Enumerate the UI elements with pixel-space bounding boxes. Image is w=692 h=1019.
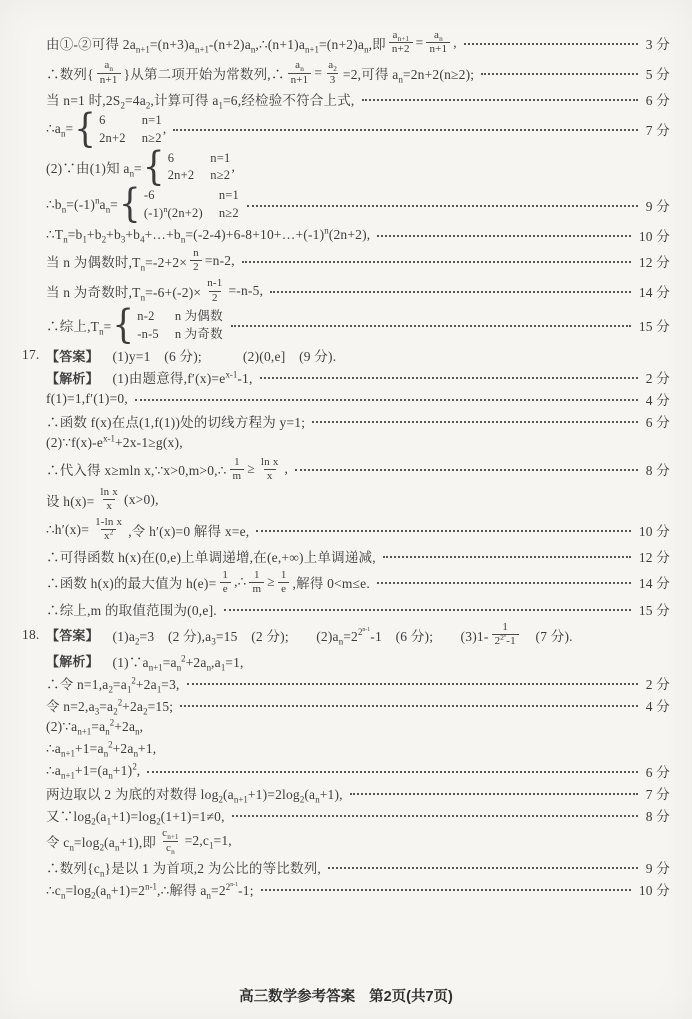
math-text: ∴代入得 x≥mln x,∵x>0,m>0,∴	[46, 463, 227, 479]
math-text: ,	[453, 34, 457, 50]
dotted-leader	[180, 705, 638, 707]
score-mark: 12 分	[638, 254, 670, 270]
dotted-leader	[295, 469, 638, 471]
line-body	[46, 58, 474, 87]
score-mark: 5 分	[645, 67, 670, 83]
solution-line	[46, 598, 670, 619]
fraction	[249, 569, 264, 596]
solution-line	[46, 716, 670, 737]
dotted-leader	[481, 73, 638, 75]
fraction-denominator: 3	[327, 73, 339, 87]
solution-line	[22, 620, 670, 649]
math-text: ∴综上,m 的取值范围为(0,e].	[46, 602, 217, 618]
fraction-numerator: $a_2$	[328, 59, 337, 74]
fraction-numerator: $c_{n+1}$	[162, 827, 179, 842]
fraction-denominator: n+1	[97, 73, 121, 87]
math-text: ∴数列$\{c_n\}$是以 1 为首项,2 为公比的等比数列,	[46, 861, 321, 879]
fraction-denominator: 2	[190, 260, 202, 274]
dotted-leader	[187, 683, 638, 685]
fraction-numerator: 1	[280, 568, 287, 581]
score-mark: 8 分	[645, 808, 670, 824]
line-body	[46, 181, 240, 228]
solution-line	[46, 568, 670, 597]
math-text: ,令 h′(x)=0 解得 x=e,	[128, 523, 250, 539]
solution-line	[46, 246, 670, 275]
dotted-leader	[377, 235, 630, 237]
fraction-numerator: $a_{n+1}$	[392, 29, 409, 44]
dotted-leader	[242, 261, 631, 263]
solution-line	[46, 301, 670, 348]
solution-line	[46, 485, 670, 514]
cases-expression	[112, 301, 223, 348]
fraction	[204, 277, 225, 304]
case-condition: n=1	[210, 150, 231, 165]
math-text: =	[415, 34, 424, 50]
fraction	[219, 569, 231, 596]
score-mark: 10 分	[638, 883, 670, 899]
math-text: ,	[284, 461, 289, 477]
solution-line	[46, 105, 670, 152]
fraction-denominator: m	[230, 469, 245, 483]
math-text: (7 分).	[521, 628, 573, 644]
cases-expression	[142, 143, 231, 190]
fraction	[159, 827, 181, 854]
math-text: $(1)a_2=3$ (2 分)$,a_3=15$ (2 分); $(2)a_n=2^{2^{n-1}}-1$ (6 分); (3)1-	[98, 627, 489, 647]
dotted-leader	[247, 205, 638, 207]
math-text: ≥	[267, 574, 275, 590]
dotted-leader	[270, 291, 631, 293]
section-label: 【解析】	[46, 370, 99, 386]
fraction-denominator: x	[103, 499, 115, 513]
case-value: 2n+2	[99, 130, 126, 145]
fraction-numerator: $a_n$	[104, 59, 114, 74]
fraction-denominator: $c_n$	[163, 841, 178, 855]
case-value: 2n+2	[167, 168, 195, 183]
solution-line	[46, 433, 670, 454]
section-label: 【答案】	[46, 348, 99, 364]
fraction	[492, 621, 519, 648]
math-text: f(1)=1,f′(1)=0,	[46, 391, 128, 406]
score-mark: 15 分	[638, 602, 670, 618]
case-value: $(-1)^n(2n+2)$	[143, 204, 203, 221]
fraction	[97, 59, 121, 86]
score-mark: 14 分	[638, 576, 670, 592]
dotted-leader	[377, 582, 631, 584]
fraction-denominator: n+1	[426, 42, 450, 56]
fraction	[325, 59, 340, 86]
solution-line	[46, 879, 670, 900]
case-condition: n=1	[141, 112, 162, 127]
fraction-numerator: 1-ln x	[95, 516, 123, 529]
solution-line	[46, 672, 670, 693]
math-text: 当 n 为奇数时$,T_n=-6+(-2)\times$	[46, 285, 202, 303]
case-value: -6	[143, 188, 155, 203]
fraction-numerator: ln x	[260, 455, 279, 468]
math-text: ,	[162, 121, 167, 137]
line-body	[46, 105, 167, 152]
fraction-numerator: 1	[502, 621, 509, 633]
score-mark: 9 分	[645, 198, 670, 214]
line-body	[46, 227, 370, 243]
math-text: $(2)\because f(x)-e^{x-1}+2x-1\ge g(x)$,	[46, 433, 183, 450]
cases-expression	[74, 105, 162, 152]
fraction-denominator: $2^{2^n}-1$	[492, 634, 519, 648]
math-text: ∴可得函数 h(x)在(0,e)上单调递增,在(e,+∞)上单调递减,	[46, 550, 376, 566]
math-text: ,∴	[234, 574, 247, 590]
case-condition: n≥2	[210, 168, 231, 183]
solution-line	[46, 515, 670, 544]
line-body	[46, 143, 236, 190]
math-text: ∴h′(x)=	[46, 521, 90, 537]
line-body	[46, 435, 183, 451]
case-condition: n≥2	[141, 130, 162, 145]
solution-line	[46, 694, 670, 715]
score-mark: 8 分	[645, 463, 670, 479]
line-body	[46, 246, 235, 275]
score-mark: 4 分	[645, 393, 670, 408]
dotted-leader	[173, 129, 637, 131]
math-text: ∴函数 h(x)的最大值为 h(e)=	[46, 576, 217, 592]
solution-line	[46, 224, 670, 245]
footer-title: 高三数学参考答案	[239, 989, 356, 1005]
score-mark: 3 分	[645, 36, 670, 52]
math-text: =	[314, 65, 323, 81]
solution-line	[46, 826, 670, 855]
dotted-leader	[231, 325, 631, 327]
solution-line	[46, 181, 670, 228]
fraction-denominator: x	[264, 469, 276, 483]
case-value: n-2	[137, 308, 155, 323]
page-footer	[0, 985, 692, 1006]
solution-line	[46, 143, 670, 190]
solution-line	[46, 760, 670, 781]
math-text: ≥	[247, 461, 255, 477]
line-body	[46, 28, 457, 57]
case-value: 6	[99, 112, 106, 127]
fraction-denominator: 2	[209, 291, 221, 305]
math-text: 两边取以 2 为底的对数得 $\log_2(a_{n+1}+1)=2\log_2(a_n+1)$,	[46, 786, 343, 805]
fraction-numerator: ln x	[100, 485, 118, 498]
fraction	[92, 516, 125, 543]
dotted-leader	[261, 889, 631, 891]
math-text: $=2,c_1=1$,	[184, 833, 232, 851]
math-text: $(1)\because a_{n+1}=a_n^2+2a_n,a_1=1$,	[98, 653, 244, 673]
fraction	[389, 29, 413, 56]
line-body	[46, 695, 173, 715]
line-body	[46, 515, 249, 544]
math-text: (1)由题意得$,f'(x)=e^{x-1}-1$,	[98, 369, 253, 386]
dotted-leader	[256, 530, 630, 532]
score-mark: 9 分	[645, 861, 670, 877]
fraction-numerator: $a_n$	[295, 59, 304, 74]
fraction	[426, 29, 450, 56]
solution-line	[22, 345, 670, 366]
math-text: $(2)\because a_{n+1}=a_n^2+2a_n$,	[46, 717, 144, 737]
line-body	[46, 673, 180, 693]
math-text: 令 $c_n=\log_2(a_n+1)$,即	[46, 835, 157, 853]
question-number: 17.	[22, 347, 40, 362]
fraction-numerator: 1	[234, 455, 240, 468]
line-body	[46, 411, 305, 431]
cases-table	[168, 150, 231, 185]
solution-line	[46, 546, 670, 567]
dotted-leader	[147, 771, 637, 773]
dotted-leader	[350, 793, 638, 795]
dotted-leader	[312, 421, 638, 423]
line-body	[46, 651, 244, 671]
score-mark: 6 分	[645, 415, 670, 430]
math-text: =n-2,	[204, 252, 235, 268]
cases-table	[99, 112, 162, 147]
line-body	[46, 345, 336, 365]
line-body	[46, 719, 143, 735]
fraction-denominator: e	[220, 582, 231, 596]
left-brace-glyph: {	[142, 143, 165, 190]
line-body	[46, 485, 159, 514]
fraction	[278, 569, 290, 596]
section-label: 【答案】	[46, 628, 99, 644]
fraction	[230, 456, 245, 483]
solution-line	[46, 28, 670, 57]
fraction-denominator: m	[249, 582, 264, 596]
dotted-leader	[383, 556, 631, 558]
score-mark: 14 分	[638, 285, 670, 301]
dotted-leader	[464, 43, 638, 45]
score-mark: 4 分	[645, 698, 670, 714]
solution-line	[46, 857, 670, 878]
math-text: $\therefore a_{n+1}+1=a_n^2+2a_n+1$,	[46, 739, 157, 759]
fraction-denominator: e	[278, 582, 289, 596]
dotted-leader	[135, 399, 638, 401]
question-number: 18.	[22, 626, 40, 642]
math-text: ,解得 0<m≤e.	[292, 576, 370, 592]
dotted-leader	[224, 609, 631, 611]
math-text: (x>0),	[124, 491, 159, 507]
dotted-leader	[362, 99, 638, 101]
score-mark: 12 分	[638, 550, 670, 566]
math-text: 由①-②可得 $2a_{n+1}=(n+3)a_{n+1}-(n+2)a_n,\therefore(n+1)a_{n+1}=(n+2)a_n$,即	[46, 36, 386, 55]
case-value: -n-5	[137, 326, 159, 341]
line-body	[46, 599, 217, 619]
dotted-leader	[232, 815, 638, 817]
math-text: ,	[231, 158, 236, 174]
case-condition: n 为偶数	[174, 308, 223, 323]
math-text: 又$\because\log_2(a_1+1)=\log_2(1+1)=1\ne 0$,	[46, 808, 225, 827]
math-text: =2,可得 $a_n=2n+2(n\ge 2)$;	[342, 67, 475, 85]
case-condition: n≥2	[218, 206, 239, 221]
math-text: $\therefore a_{n+1}+1=(a_n+1)^2$,	[46, 761, 141, 781]
line-body	[46, 301, 224, 348]
score-mark: 10 分	[638, 228, 670, 244]
line-body	[46, 391, 128, 407]
case-condition: n=1	[218, 188, 239, 203]
math-text: 令 $n=2,a_3=a_2^2+2a_2=15$;	[46, 697, 174, 717]
case-value: 6	[167, 150, 175, 165]
fraction-numerator: $a_n$	[434, 29, 443, 44]
line-body	[46, 367, 253, 387]
fraction-numerator: 1	[222, 568, 229, 581]
math-text: (1)y=1 (6 分); (2)(0,e] (9 分).	[98, 349, 337, 364]
math-text: 当 n=1 时$,2S_2=4a_2$,计算可得 $a_1=6$,经检验不符合上式,	[46, 93, 355, 111]
left-brace-glyph: {	[74, 105, 97, 152]
fraction	[288, 59, 312, 86]
line-body	[46, 879, 254, 899]
case-condition: n 为奇数	[174, 326, 223, 341]
fraction	[190, 247, 202, 274]
section-label: 【解析】	[46, 654, 99, 670]
cases-expression	[119, 181, 239, 228]
math-text: =-n-5,	[228, 283, 264, 299]
math-text: ∴综上$,T_n=$	[46, 319, 112, 337]
fraction-numerator: n	[193, 247, 199, 259]
score-mark: 15 分	[638, 319, 670, 335]
math-text: (2)∵由(1)知 $a_n=$	[46, 160, 142, 179]
cases-table	[144, 187, 239, 222]
score-mark: 6 分	[645, 764, 670, 780]
fraction-denominator: n+1	[288, 73, 312, 87]
score-mark: 6 分	[645, 93, 670, 109]
solution-line	[46, 411, 670, 432]
line-body	[46, 805, 225, 825]
fraction-denominator: $x^2$	[101, 529, 116, 543]
math-text: ∴令 $n=1,a_2=a_1^2+2a_1=3$,	[46, 675, 180, 695]
line-body	[46, 741, 156, 757]
line-body	[46, 620, 573, 649]
fraction	[258, 456, 282, 483]
math-text: $\therefore a_n=$	[46, 121, 74, 139]
math-text: $\therefore T_n=b_1+b_2+b_3+b_4+\dots+b_n=(-2-4)+6-8+10+\dots+(-1)^n(2n+2)$,	[46, 225, 371, 245]
solution-line	[46, 782, 670, 803]
solution-line	[46, 804, 670, 825]
solution-line	[46, 650, 670, 671]
dotted-leader	[260, 377, 638, 379]
score-mark: 2 分	[645, 676, 670, 692]
solution-line	[46, 455, 670, 484]
fraction-numerator: 1	[254, 568, 260, 581]
math-text: 当 n 为偶数时$,T_n=-2+2\times$	[46, 254, 188, 273]
solution-line	[46, 738, 670, 759]
score-mark: 7 分	[645, 123, 670, 139]
math-text: $\therefore b_n=(-1)^na_n=$	[46, 195, 118, 215]
line-body	[46, 857, 321, 877]
line-body	[46, 276, 263, 305]
left-brace-glyph: {	[112, 301, 135, 348]
line-body	[46, 763, 140, 779]
line-body	[46, 455, 288, 484]
math-text: ∴函数 f(x)在点(1,f(1))处的切线方程为 y=1;	[46, 415, 306, 430]
math-text: }从第二项开始为常数列,∴	[123, 67, 285, 83]
solution-line	[46, 389, 670, 410]
footer-page-info: 第2页(共7页)	[369, 989, 453, 1005]
score-mark: 10 分	[638, 523, 670, 539]
cases-table	[137, 308, 223, 343]
score-mark: 7 分	[645, 786, 670, 802]
fraction-numerator: n-1	[207, 277, 223, 290]
fraction	[97, 486, 121, 513]
score-mark: 2 分	[645, 371, 670, 386]
solution-line	[46, 367, 670, 388]
line-body	[46, 546, 376, 566]
fraction-denominator: n+2	[389, 42, 413, 56]
line-body	[46, 826, 232, 855]
solution-line	[46, 58, 670, 87]
math-text: 设 h(x)=	[46, 493, 95, 509]
math-text: ∴数列{	[46, 67, 94, 83]
line-body	[46, 568, 370, 597]
math-text: $\therefore c_n=\log_2(a_n+1)=2^{n-1},\therefore$解得 $a_n=2^{2^{n-1}}-1$;	[46, 881, 254, 901]
line-body	[46, 783, 343, 803]
left-brace-glyph: {	[119, 181, 141, 228]
solution-line	[46, 276, 670, 305]
dotted-leader	[328, 867, 638, 869]
solution-line	[46, 89, 670, 110]
